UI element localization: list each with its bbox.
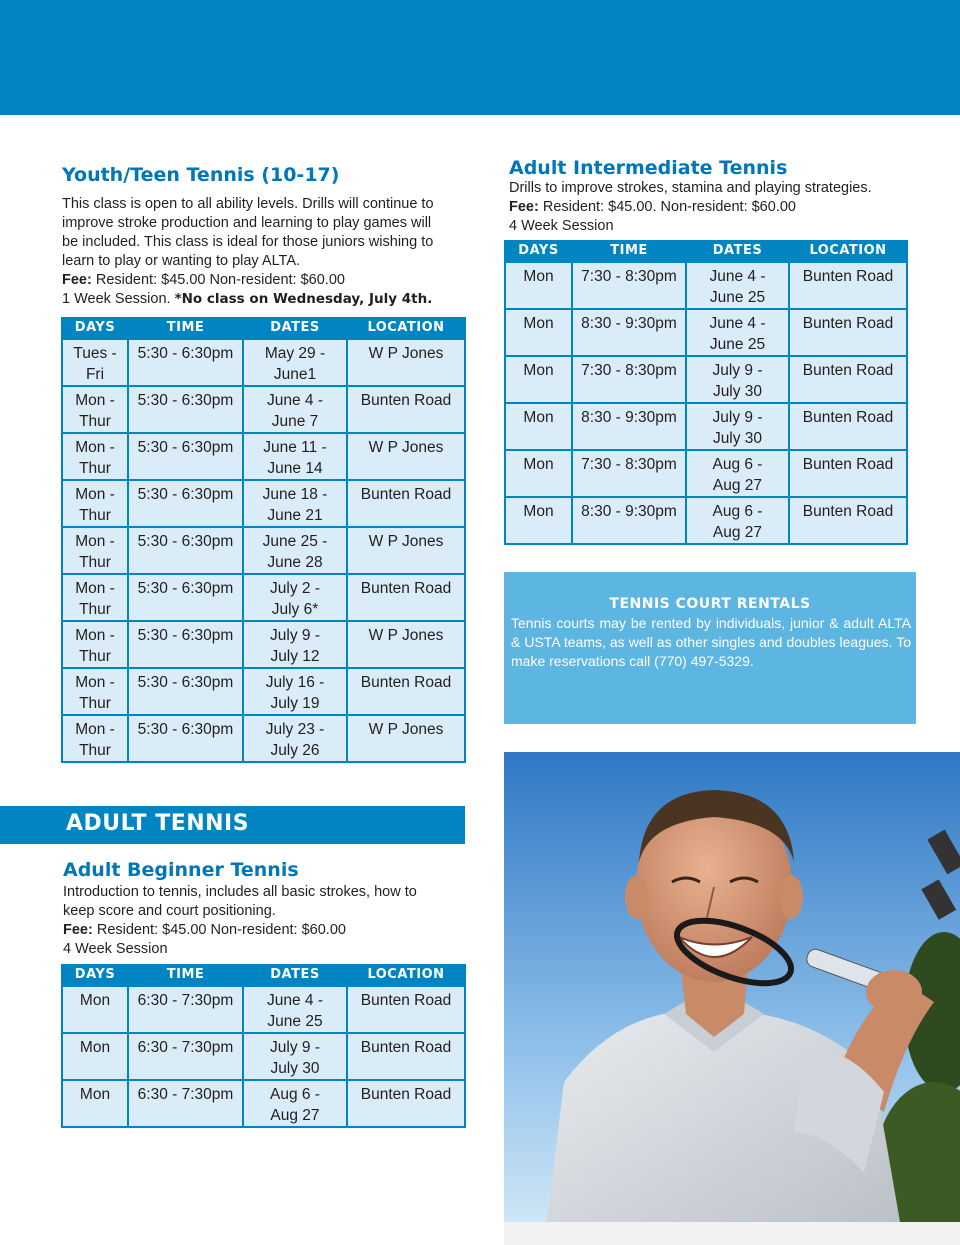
desc-line: learn to play or wanting to play ALTA. <box>62 253 301 269</box>
dates-cell <box>243 621 347 668</box>
cell-line: June 4 - <box>709 268 766 285</box>
dates-cell <box>686 403 789 450</box>
time-cell: 5:30 - 6:30pm <box>128 621 243 668</box>
session-text: 4 Week Session <box>63 941 168 957</box>
days-cell <box>62 574 128 621</box>
location-cell: Bunten Road <box>789 450 907 497</box>
column-header-time: TIME <box>572 240 686 262</box>
cell-line: June 4 - <box>266 992 323 1009</box>
time-cell: 7:30 - 8:30pm <box>572 450 686 497</box>
location-cell: W P Jones <box>347 621 465 668</box>
days-cell <box>505 497 572 544</box>
fee-label: Fee: <box>62 272 92 288</box>
cell-line: Aug 27 <box>712 524 763 541</box>
cell-line: June 21 <box>267 507 323 524</box>
cell-line: Mon - <box>75 674 115 691</box>
desc-line: Introduction to tennis, includes all basic strokes, how to <box>63 884 417 900</box>
location-cell: Bunten Road <box>347 574 465 621</box>
column-header-location: LOCATION <box>789 240 907 262</box>
court-rentals-box <box>504 572 916 724</box>
dates-cell <box>243 715 347 762</box>
column-header-dates: DATES <box>243 317 347 339</box>
cell-line: Mon - <box>75 486 115 503</box>
dates-cell <box>243 668 347 715</box>
table-header-row <box>505 240 907 262</box>
location-cell: Bunten Road <box>347 668 465 715</box>
column-header-location: LOCATION <box>347 317 465 339</box>
table-row <box>505 356 907 403</box>
table-row <box>62 986 465 1033</box>
cell-line: June 18 - <box>262 486 328 503</box>
session-text: 1 Week Session. <box>62 291 175 307</box>
location-cell: W P Jones <box>347 433 465 480</box>
cell-line: Mon <box>79 1086 111 1103</box>
dates-cell <box>686 356 789 403</box>
fee-line <box>62 271 462 290</box>
intermediate-description <box>509 179 909 236</box>
days-cell <box>62 621 128 668</box>
time-cell: 5:30 - 6:30pm <box>128 480 243 527</box>
days-cell <box>62 1033 128 1080</box>
column-header-dates: DATES <box>686 240 789 262</box>
table-row <box>62 433 465 480</box>
table-row <box>505 450 907 497</box>
header-band <box>0 0 960 115</box>
time-cell: 6:30 - 7:30pm <box>128 1033 243 1080</box>
time-cell: 7:30 - 8:30pm <box>572 262 686 309</box>
cell-line: Mon - <box>75 392 115 409</box>
cell-line: July 30 <box>712 430 763 447</box>
cell-line: Thur <box>79 413 111 430</box>
intermediate-title: Adult Intermediate Tennis <box>509 157 788 179</box>
table-row <box>505 309 907 356</box>
column-header-days: DAYS <box>62 964 128 986</box>
days-cell <box>62 715 128 762</box>
location-cell: Bunten Road <box>789 262 907 309</box>
location-cell: Bunten Road <box>347 986 465 1033</box>
time-cell: 8:30 - 9:30pm <box>572 309 686 356</box>
cell-line: Thur <box>79 507 111 524</box>
location-cell: Bunten Road <box>789 497 907 544</box>
cell-line: June 4 - <box>266 392 323 409</box>
time-cell: 5:30 - 6:30pm <box>128 339 243 386</box>
column-header-dates: DATES <box>243 964 347 986</box>
location-cell: Bunten Road <box>347 1080 465 1127</box>
table-row <box>62 480 465 527</box>
court-rentals-title: TENNIS COURT RENTALS <box>609 596 811 612</box>
beginner-title: Adult Beginner Tennis <box>63 859 299 881</box>
court-rentals-text: Tennis courts may be rented by individuals, junior & adult ALTA & USTA teams, as well as other singles and doubles leagues. To make reservations call (770) 497-5329. <box>511 615 911 669</box>
cell-line: Mon - <box>75 439 115 456</box>
table-row <box>62 527 465 574</box>
table-row <box>62 668 465 715</box>
cell-line: July 30 <box>712 383 763 400</box>
cell-line: July 12 <box>270 648 320 665</box>
youth-title: Youth/Teen Tennis (10-17) <box>62 164 340 186</box>
desc-line: improve stroke production and learning to play games will <box>62 215 432 231</box>
fee-text: Resident: $45.00 Non-resident: $60.00 <box>92 922 346 938</box>
dates-cell <box>243 574 347 621</box>
cell-line: July 9 - <box>712 409 763 426</box>
cell-line: Aug 27 <box>712 477 763 494</box>
days-cell <box>62 433 128 480</box>
table-row <box>62 386 465 433</box>
cell-line: Mon - <box>75 627 115 644</box>
cell-line: July 16 - <box>265 674 325 691</box>
table-row <box>62 715 465 762</box>
dates-cell <box>243 986 347 1033</box>
table-row <box>505 497 907 544</box>
dates-cell <box>243 339 347 386</box>
days-cell <box>62 986 128 1033</box>
location-cell: Bunten Road <box>789 356 907 403</box>
time-cell: 5:30 - 6:30pm <box>128 715 243 762</box>
dates-cell <box>243 1080 347 1127</box>
location-cell: W P Jones <box>347 527 465 574</box>
fee-text: Resident: $45.00 Non-resident: $60.00 <box>91 272 345 288</box>
dates-cell <box>686 497 789 544</box>
time-cell: 6:30 - 7:30pm <box>128 986 243 1033</box>
desc-line: keep score and court positioning. <box>63 903 276 919</box>
beginner-schedule-table <box>61 964 466 1128</box>
cell-line: June 25 <box>709 289 766 306</box>
dates-cell <box>243 527 347 574</box>
column-header-time: TIME <box>128 964 243 986</box>
desc-line: be included. This class is ideal for those juniors wishing to <box>62 234 434 250</box>
table-header-row <box>62 317 465 339</box>
column-header-days: DAYS <box>62 317 128 339</box>
dates-cell <box>686 262 789 309</box>
days-cell <box>62 527 128 574</box>
cell-line: Aug 6 - <box>270 1086 320 1103</box>
days-cell <box>505 403 572 450</box>
cell-line: Aug 27 <box>270 1107 320 1124</box>
fee-label: Fee: <box>63 922 93 938</box>
cell-line: Mon <box>523 503 554 520</box>
days-cell <box>505 450 572 497</box>
time-cell: 7:30 - 8:30pm <box>572 356 686 403</box>
cell-line: Mon <box>523 362 554 379</box>
cell-line: June 4 - <box>709 315 766 332</box>
cell-line: Tues - <box>73 345 117 362</box>
location-cell: Bunten Road <box>347 480 465 527</box>
location-cell: Bunten Road <box>347 1033 465 1080</box>
cell-line: Thur <box>79 742 111 759</box>
cell-line: July 6* <box>271 601 319 618</box>
cell-line: Mon <box>523 268 554 285</box>
time-cell: 5:30 - 6:30pm <box>128 433 243 480</box>
cell-line: Mon <box>79 1039 111 1056</box>
desc-line: Drills to improve strokes, stamina and playing strategies. <box>509 180 872 196</box>
location-cell: W P Jones <box>347 715 465 762</box>
cell-line: Mon <box>523 315 554 332</box>
table-row <box>62 1033 465 1080</box>
cell-line: July 9 - <box>270 627 320 644</box>
table-header-row <box>62 964 465 986</box>
cell-line: Mon <box>523 456 554 473</box>
dates-cell <box>686 450 789 497</box>
fee-line <box>63 921 463 940</box>
time-cell: 8:30 - 9:30pm <box>572 497 686 544</box>
cell-line: July 30 <box>270 1060 320 1077</box>
days-cell <box>62 668 128 715</box>
cell-line: Thur <box>79 648 111 665</box>
cell-line: Mon - <box>75 533 115 550</box>
cell-line: June 7 <box>271 413 319 430</box>
cell-line: Aug 6 - <box>712 456 763 473</box>
location-cell: Bunten Road <box>347 386 465 433</box>
time-cell: 5:30 - 6:30pm <box>128 527 243 574</box>
days-cell <box>505 356 572 403</box>
table-row <box>62 621 465 668</box>
days-cell <box>62 386 128 433</box>
dates-cell <box>243 1033 347 1080</box>
fee-label: Fee: <box>509 199 539 215</box>
cell-line: July 2 - <box>270 580 320 597</box>
fee-text: Resident: $45.00. Non-resident: $60.00 <box>538 199 796 215</box>
fee-line <box>509 198 909 217</box>
cell-line: Thur <box>79 601 111 618</box>
cell-line: July 19 <box>270 695 320 712</box>
dates-cell <box>243 386 347 433</box>
time-cell: 6:30 - 7:30pm <box>128 1080 243 1127</box>
cell-line: May 29 - <box>264 345 326 362</box>
dates-cell <box>243 480 347 527</box>
adult-tennis-title: ADULT TENNIS <box>66 811 250 836</box>
cell-line: Thur <box>79 460 111 477</box>
days-cell <box>62 339 128 386</box>
session-text: 4 Week Session <box>509 218 614 234</box>
session-note: *No class on Wednesday, July 4th. <box>174 291 433 307</box>
days-cell <box>62 1080 128 1127</box>
cell-line: Fri <box>85 366 105 383</box>
table-row <box>62 574 465 621</box>
table-row <box>62 1080 465 1127</box>
cell-line: July 9 - <box>712 362 763 379</box>
intermediate-schedule-table <box>504 240 908 545</box>
time-cell: 5:30 - 6:30pm <box>128 574 243 621</box>
cell-line: Mon - <box>75 580 115 597</box>
dates-cell <box>243 433 347 480</box>
adult-tennis-band <box>0 806 465 844</box>
cell-line: Thur <box>79 695 111 712</box>
time-cell: 5:30 - 6:30pm <box>128 668 243 715</box>
beginner-description <box>63 883 463 959</box>
cell-line: June1 <box>273 366 317 383</box>
time-cell: 8:30 - 9:30pm <box>572 403 686 450</box>
cell-line: July 9 - <box>270 1039 320 1056</box>
cell-line: June 28 <box>267 554 323 571</box>
cell-line: July 26 <box>270 742 320 759</box>
table-row <box>62 339 465 386</box>
tennis-player-photo <box>504 752 960 1245</box>
days-cell <box>62 480 128 527</box>
cell-line: July 23 - <box>265 721 325 738</box>
location-cell: Bunten Road <box>789 309 907 356</box>
youth-schedule-table <box>61 317 466 763</box>
cell-line: Mon <box>79 992 111 1009</box>
table-row <box>505 403 907 450</box>
time-cell: 5:30 - 6:30pm <box>128 386 243 433</box>
cell-line: June 25 <box>709 336 766 353</box>
cell-line: June 14 <box>267 460 323 477</box>
column-header-time: TIME <box>128 317 243 339</box>
location-cell: Bunten Road <box>789 403 907 450</box>
location-cell: W P Jones <box>347 339 465 386</box>
youth-description <box>62 195 462 309</box>
cell-line: June 25 <box>267 1013 323 1030</box>
cell-line: Aug 6 - <box>712 503 763 520</box>
cell-line: Mon <box>523 409 554 426</box>
column-header-days: DAYS <box>505 240 572 262</box>
dates-cell <box>686 309 789 356</box>
cell-line: June 25 - <box>262 533 328 550</box>
cell-line: Thur <box>79 554 111 571</box>
session-line <box>62 290 462 309</box>
cell-line: June 11 - <box>263 439 327 456</box>
days-cell <box>505 309 572 356</box>
table-row <box>505 262 907 309</box>
desc-line: This class is open to all ability levels. Drills will continue to <box>62 196 434 212</box>
column-header-location: LOCATION <box>347 964 465 986</box>
smiling-tennis-player-photo <box>504 752 960 1245</box>
cell-line: Mon - <box>75 721 115 738</box>
days-cell <box>505 262 572 309</box>
